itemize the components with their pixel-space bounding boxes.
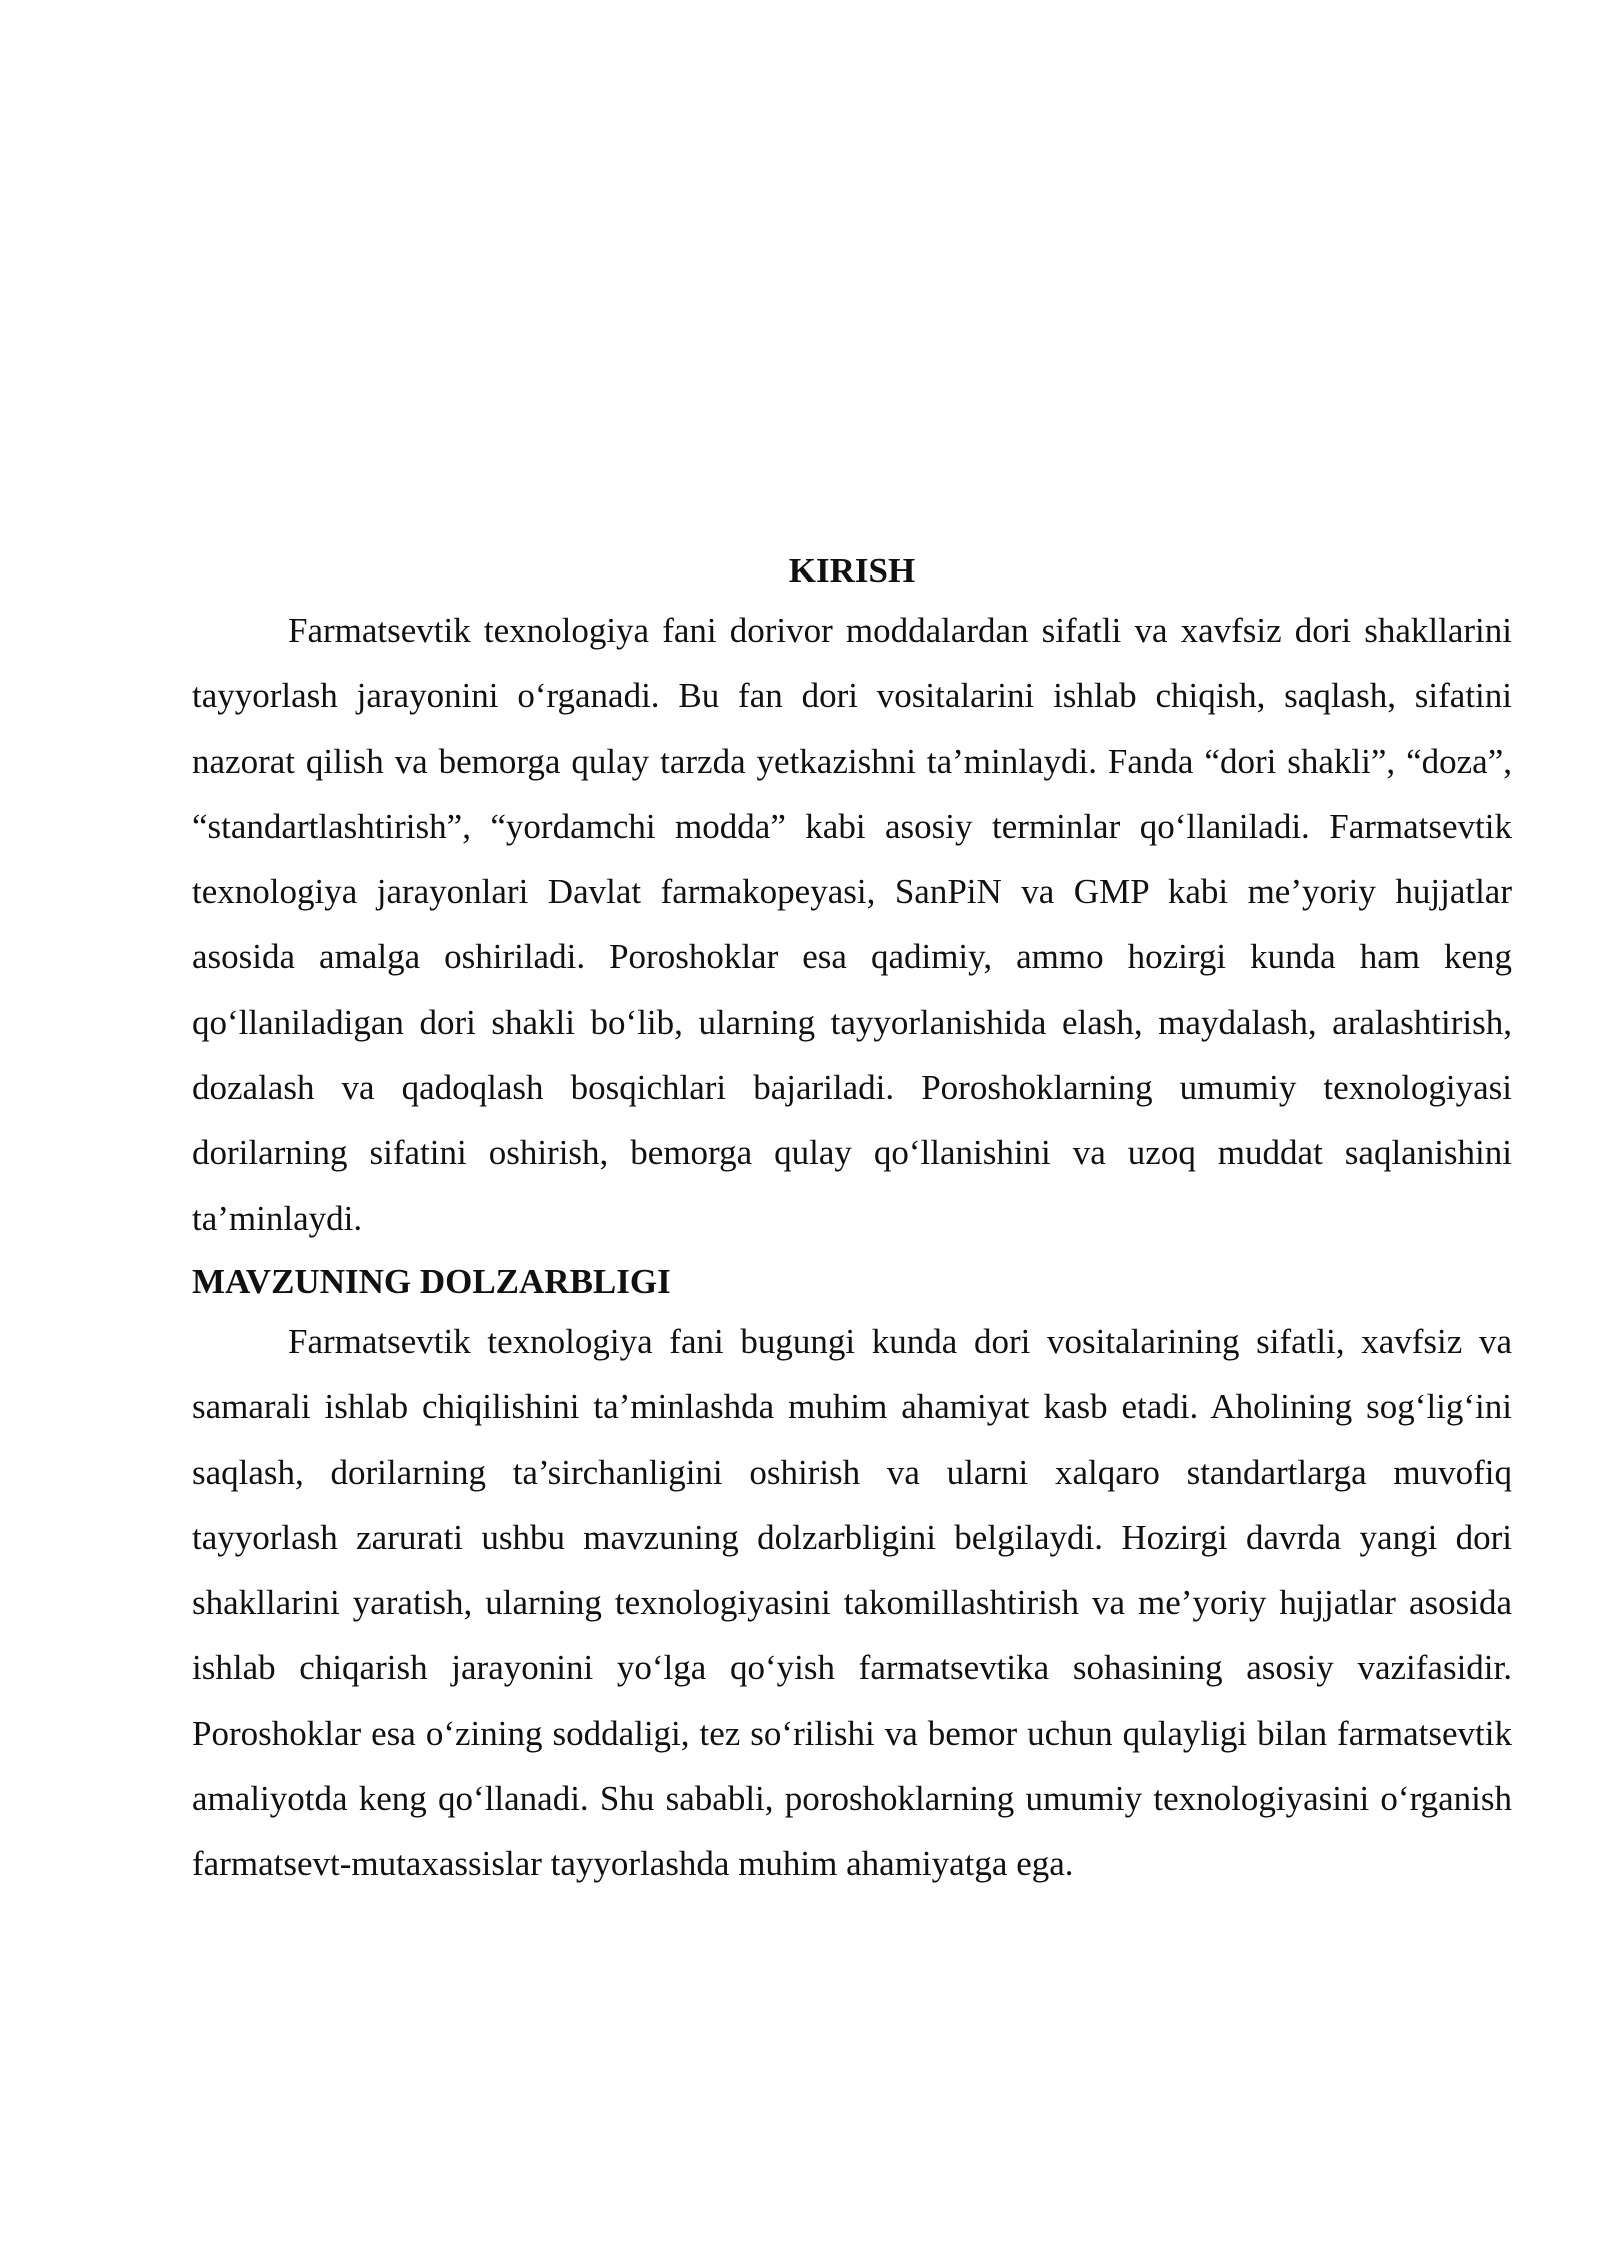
document-body: [192, 544, 1512, 1897]
paragraph-kirish: Farmatsevtik texnologiya fani dorivor moddalardan sifatli va xavfsiz dori shakllarini tayyorlash jarayonini o‘rganadi. Bu fan dori vositalarini ishlab chiqish, saqlash, sifatini nazorat qilish va bemorga qulay tarzda yetkazishni ta’minlaydi. Fanda “dori shakli”, “doza”, “standartlashtirish”, “yordamchi modda” kabi asosiy terminlar qo‘llaniladi. Farmatsevtik texnologiya jarayonlari Davlat farmakopeyasi, SanPiN va GMP kabi me’yoriy hujjatlar asosida amalga oshiriladi. Poroshoklar esa qadimiy, ammo hozirgi kunda ham keng qo‘llaniladigan dori shakli bo‘lib, ularning tayyorlanishida elash, maydalash, aralashtirish, dozalash va qadoqlash bosqichlari bajariladi. Poroshoklarning umumiy texnologiyasi dorilarning sifatini oshirish, bemorga qulay qo‘llanishini va uzoq muddat saqlanishini ta’minlaydi.: [192, 611, 1512, 1238]
paragraph-dolzarbligi: Farmatsevtik texnologiya fani bugungi kunda dori vositalarining sifatli, xavfsiz va samarali ishlab chiqilishini ta’minlashda muhim ahamiyat kasb etadi. Aholining sog‘lig‘ini saqlash, dorilarning ta’sirchanligini oshirish va ularni xalqaro standartlarga muvofiq tayyorlash zarurati ushbu mavzuning dolzarbligini belgilaydi. Hozirgi davrda yangi dori shakllarini yaratish, ularning texnologiyasini takomillashtirish va me’yoriy hujjatlar asosida ishlab chiqarish jarayonini yo‘lga qo‘yish farmatsevtika sohasining asosiy vazifasidir. Poroshoklar esa o‘zining soddaligi, tez so‘rilishi va bemor uchun qulayligi bilan farmatsevtik amaliyotda keng qo‘llanadi. Shu sababli, poroshoklarning umumiy texnologiyasini o‘rganish farmatsevt-mutaxassislar tayyorlashda muhim ahamiyatga ega.: [192, 1321, 1512, 1884]
section-heading-dolzarbligi: MAVZUNING DOLZARBLIGI: [192, 1261, 671, 1301]
section-heading-kirish: KIRISH: [788, 551, 916, 590]
